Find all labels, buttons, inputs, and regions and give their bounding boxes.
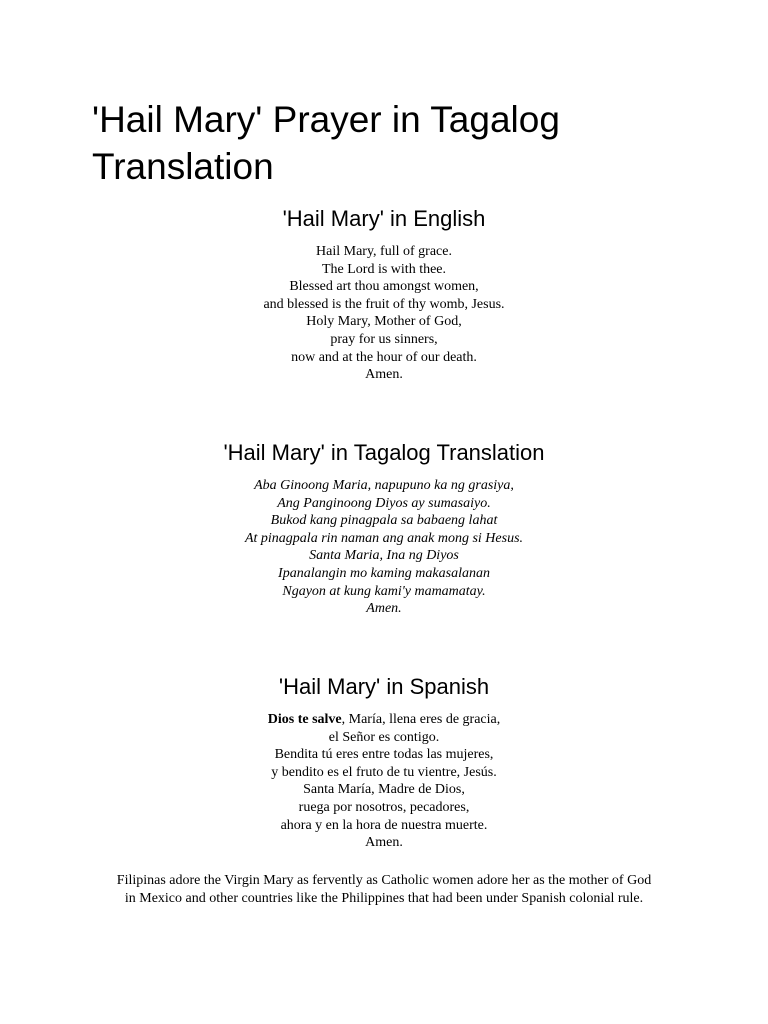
verse-line: Amen. bbox=[365, 835, 403, 851]
document-title: 'Hail Mary' Prayer in Tagalog Translation bbox=[92, 99, 560, 187]
prayer-spanish bbox=[0, 711, 768, 852]
verse-line: Santa María, Madre de Dios, bbox=[303, 782, 465, 798]
verse-line: Bendita tú eres entre todas las mujeres, bbox=[274, 747, 494, 763]
verse-line: At pinagpala rin naman ang anak mong si Hesus. bbox=[244, 530, 524, 546]
closing-line: in Mexico and other countries like the Philippines that had been under Spanish colonial rule. bbox=[124, 890, 644, 906]
verse-line: ruega por nosotros, pecadores, bbox=[298, 799, 470, 815]
verse-line: Bukod kang pinagpala sa babaeng lahat bbox=[270, 513, 498, 529]
verse-line: Hail Mary, full of grace. bbox=[316, 244, 452, 259]
verse-line: Holy Mary, Mother of God, bbox=[306, 314, 462, 330]
closing-paragraph bbox=[60, 872, 708, 907]
section-heading-tagalog: 'Hail Mary' in Tagalog Translation bbox=[223, 440, 545, 465]
verse-line: Ngayon at kung kami'y mamamatay. bbox=[282, 583, 486, 599]
verse-line: y bendito es el fruto de tu vientre, Jesús. bbox=[271, 764, 497, 780]
verse-line-rest: , María, llena eres de gracia, bbox=[341, 712, 501, 727]
verse-line: el Señor es contigo. bbox=[328, 729, 440, 745]
verse-line: The Lord is with thee. bbox=[321, 261, 447, 277]
verse-line: Ipanalangin mo kaming makasalanan bbox=[278, 565, 490, 581]
verse-line: Aba Ginoong Maria, napupuno ka ng grasiya, bbox=[254, 478, 514, 493]
verse-line: Ang Panginoong Diyos ay sumasaiyo. bbox=[277, 495, 491, 511]
prayer-tagalog bbox=[0, 477, 768, 618]
verse-line-first bbox=[0, 711, 768, 729]
prayer-english bbox=[0, 243, 768, 384]
verse-line: ahora y en la hora de nuestra muerte. bbox=[280, 817, 488, 833]
section-heading-english: 'Hail Mary' in English bbox=[282, 206, 486, 231]
verse-line: Blessed art thou amongst women, bbox=[289, 279, 479, 295]
verse-line: and blessed is the fruit of thy womb, Jesus. bbox=[263, 296, 505, 312]
verse-line: Santa Maria, Ina ng Diyos bbox=[309, 548, 459, 564]
verse-line: Amen. bbox=[365, 367, 403, 383]
closing-line: Filipinas adore the Virgin Mary as fervently as Catholic women adore her as the mother of God bbox=[116, 873, 652, 888]
verse-line: now and at the hour of our death. bbox=[291, 349, 477, 365]
verse-line: Amen. bbox=[366, 601, 402, 617]
section-heading-spanish: 'Hail Mary' in Spanish bbox=[278, 674, 490, 699]
verse-bold-phrase: Dios te salve bbox=[267, 712, 342, 727]
verse-line: pray for us sinners, bbox=[330, 331, 438, 347]
